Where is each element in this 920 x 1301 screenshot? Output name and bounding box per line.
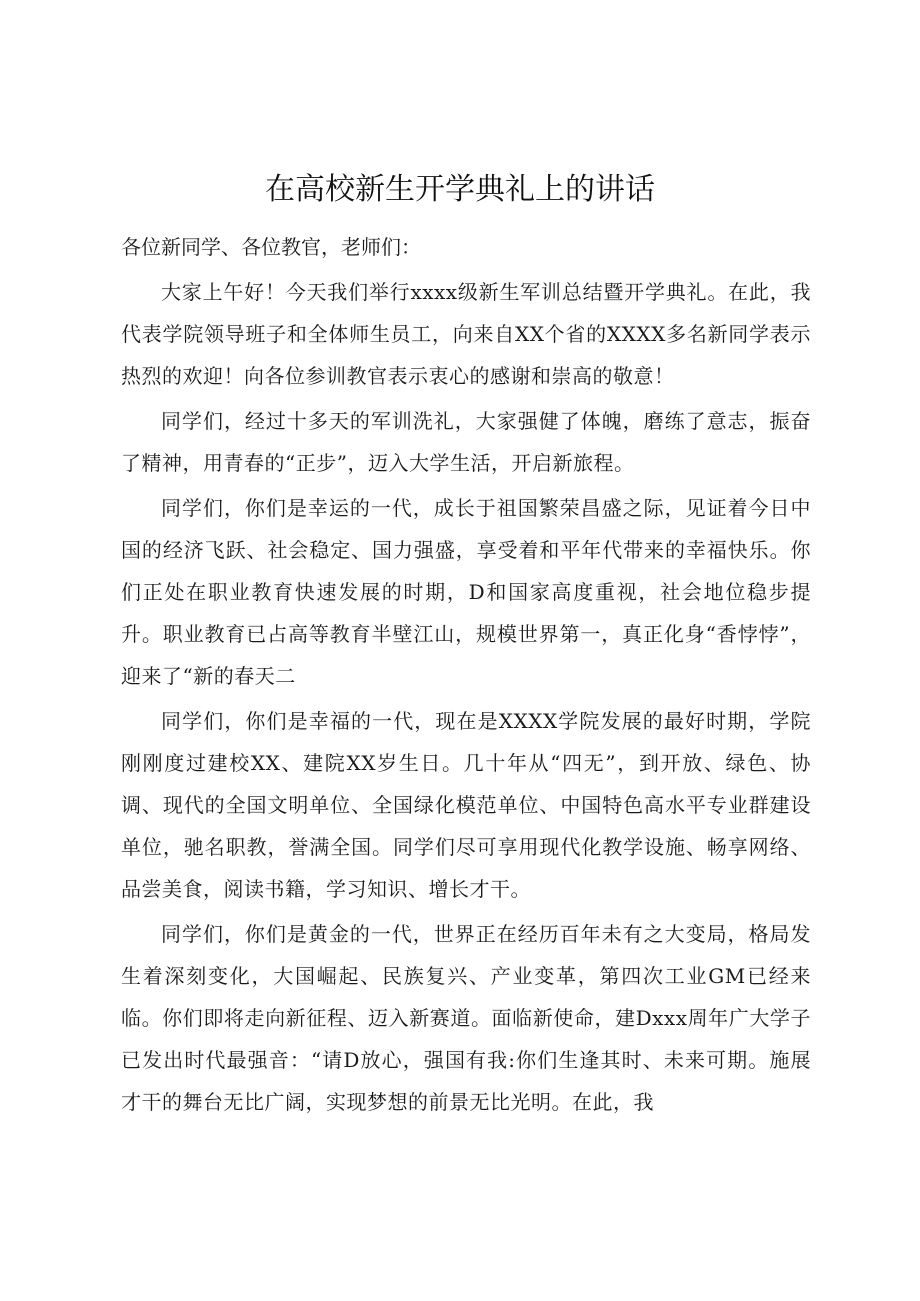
document-title: 在高校新生开学典礼上的讲话	[265, 172, 655, 207]
paragraph-golden-generation: 同学们，你们是黄金的一代，世界正在经历百年未有之大变局，格局发生着深刻变化，大国崛起、民族复兴、产业变革，第四次工业GM已经来临。你们即将走向新征程、迈入新赛道。面临新使命，建Dxxx周年广大学子已发出时代最强音：“请D放心，强国有我:你们生逢其时、未来可期。施展才干的舞台无比广阔，实现梦想的前景无比光明。在此，我	[121, 922, 811, 1114]
paragraph-lucky-generation: 同学们，你们是幸运的一代，成长于祖国繁荣昌盛之际，见证着今日中国的经济飞跃、社会稳定、国力强盛，享受着和平年代带来的幸福快乐。你们正处在职业教育快速发展的时期，D和国家高度重视，社会地位稳步提升。职业教育已占高等教育半壁江山，规模世界第一，真正化身“香悖悖”，迎来了“新的春天二	[121, 496, 811, 688]
document-body	[121, 271, 811, 1126]
paragraph-greeting: 大家上午好！今天我们举行xxxx级新生军训总结暨开学典礼。在此，我代表学院领导班子和全体师生员工，向来自XX个省的XXXX多名新同学表示热烈的欢迎！向各位参训教官表示衷心的感谢和崇高的敬意！	[121, 280, 811, 388]
paragraph-happy-generation: 同学们，你们是幸福的一代，现在是XXXX学院发展的最好时期，学院刚刚度过建校XX、建院XX岁生日。几十年从“四无”，到开放、绿色、协调、现代的全国文明单位、全国绿化模范单位、中国特色高水平专业群建设单位，驰名职教，誉满全国。同学们尽可享用现代化教学设施、畅享网络、品尝美食，阅读书籍，学习知识、增长才干。	[121, 709, 811, 901]
salutation: 各位新同学、各位教官，老师们：	[121, 235, 421, 259]
paragraph-military-training: 同学们，经过十多天的军训洗礼，大家强健了体魄，磨练了意志，振奋了精神，用青春的“正步”，迈入大学生活，开启新旅程。	[121, 409, 811, 475]
